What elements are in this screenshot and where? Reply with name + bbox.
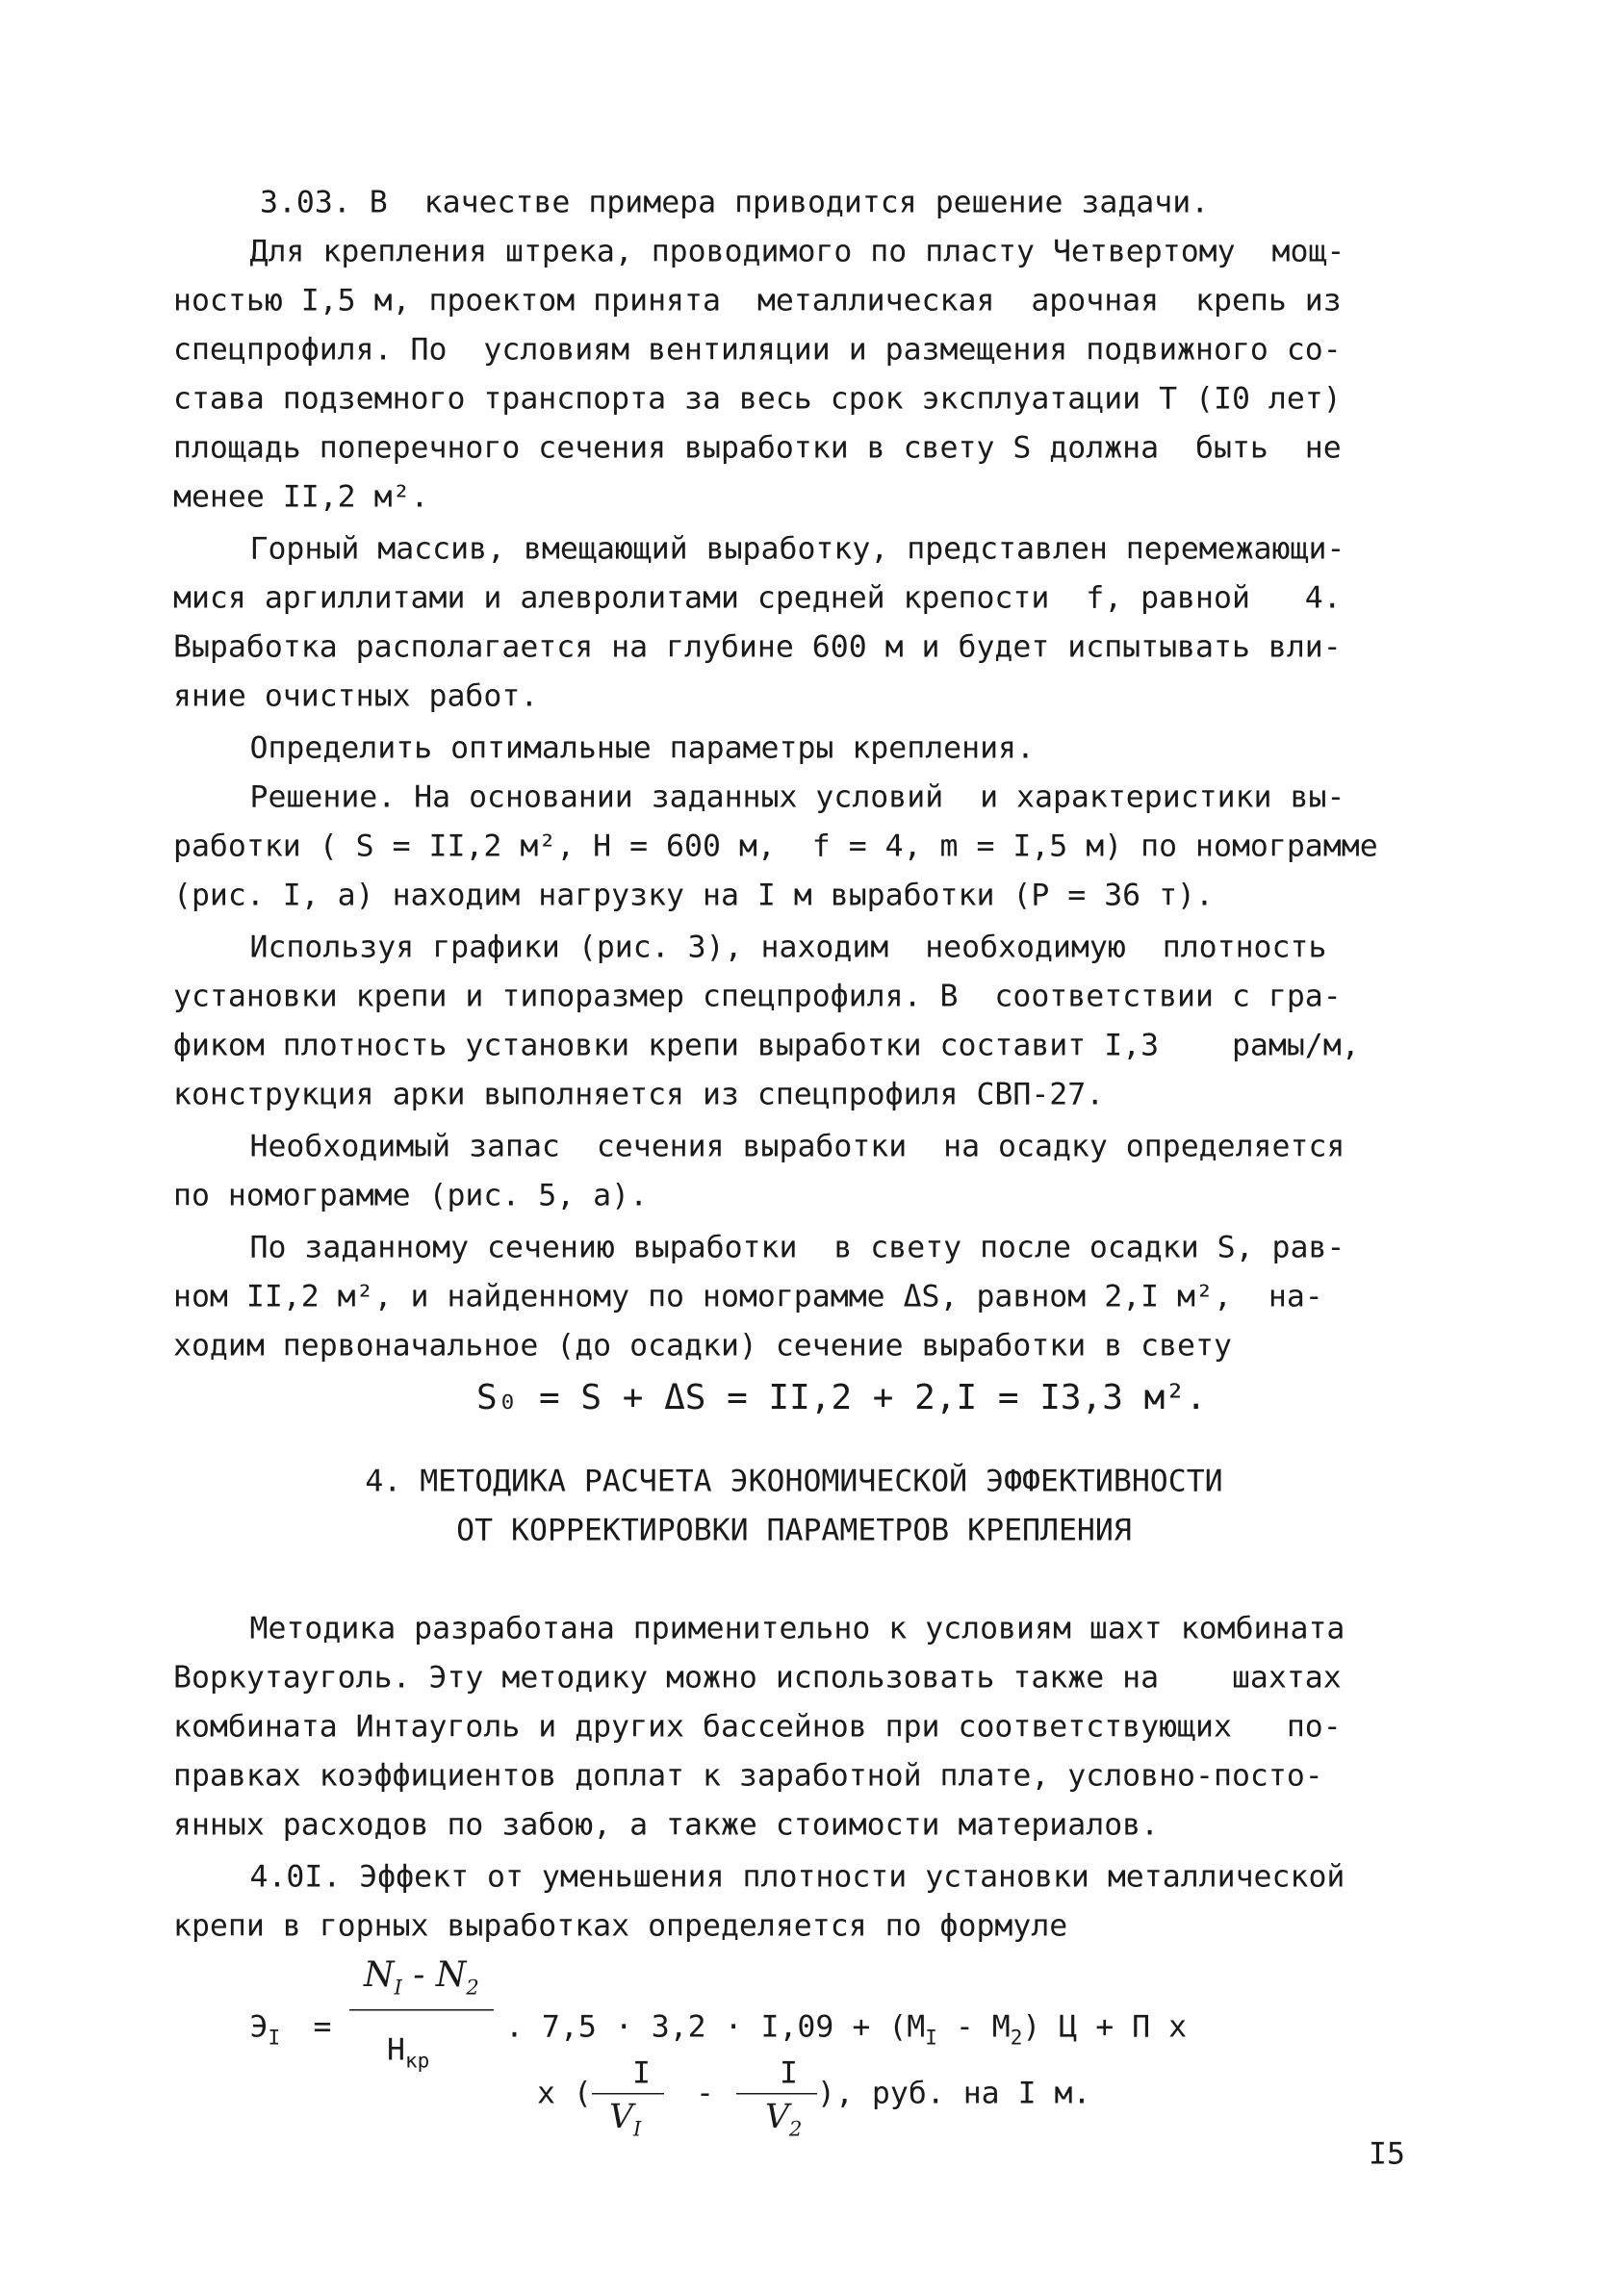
formula-rest: . $7,5 \cdot 3,2 \cdot I,09 + (M_I - M_2) Ц + П$ х (505, 2009, 1188, 2051)
fraction-minus: - (696, 2076, 714, 2110)
formula-lhs: $Э_I$ (249, 2009, 281, 2051)
fraction-bar (349, 2009, 494, 2011)
fraction2-bar (736, 2093, 817, 2095)
paragraph-line: Определить оптимальные параметры крепления. (249, 730, 1035, 765)
formula-equals: = (313, 2009, 332, 2044)
fraction1-bar (592, 2093, 664, 2095)
paragraph-line (249, 234, 1413, 268)
line-text: Для крепления штрека, проводимого по пласту Четвертому мощ- (249, 234, 1345, 268)
paragraph-line: ном II,2 м², и найденному по номограмме ΔS, равном 2,I м², на- (173, 1279, 1323, 1314)
page-number: I5 (1369, 2136, 1405, 2171)
formula-line2-suffix: ), руб. на I м. (817, 2076, 1091, 2110)
fraction-denominator: $Н_{кр}$ (387, 2032, 430, 2074)
paragraph-line: комбината Интауголь и других бассейнов при соответствующих по- (173, 1709, 1342, 1744)
paragraph-line: конструкция арки выполняется из спецпрофиля СВП-27. (173, 1077, 1105, 1111)
paragraph-line: 4.0I. Эффект от уменьшения плотности установки металлической (249, 1859, 1345, 1894)
fraction-numerator: $N_I - N_2$ (364, 1954, 479, 2001)
paragraph-line: Используя графики (рис. 3), находим необходимую плотность (249, 930, 1327, 964)
paragraph-line: по номограмме (рис. 5, а). (173, 1178, 649, 1212)
paragraph-line: работки ( S = II,2 м², Н = 600 м, f = 4, m = I,5 м) по номограмме (173, 829, 1378, 863)
paragraph-line: фиком плотность установки крепи выработки составит I,3 рамы/м, (173, 1028, 1360, 1062)
paragraph-line: яние очистных работ. (173, 678, 539, 713)
fraction2-numerator: I (780, 2055, 798, 2090)
section-heading: 4. МЕТОДИКА РАСЧЕТА ЭКОНОМИЧЕСКОЙ ЭФФЕКТИВНОСТИ (365, 1464, 1223, 1498)
paragraph-line: става подземного транспорта за весь срок эксплуатации Т (I0 лет) (173, 381, 1342, 416)
paragraph-line: ностью I,5 м, проектом принята металлическая арочная крепь из (173, 283, 1342, 318)
paragraph-line: Необходимый запас сечения выработки на осадку определяется (249, 1129, 1345, 1163)
paragraph-3-03: 3.03. В качестве примера приводится решение задачи. (260, 185, 1210, 219)
paragraph-line: Решение. На основании заданных условий и характеристики вы- (249, 779, 1345, 814)
paragraph-line: Воркутауголь. Эту методику можно использовать также на шахтах (173, 1660, 1342, 1695)
section-heading: ОТ КОРРЕКТИРОВКИ ПАРАМЕТРОВ КРЕПЛЕНИЯ (456, 1513, 1132, 1547)
paragraph-line: (рис. I, а) находим нагрузку на I м выработки (Р = 36 т). (173, 878, 1214, 912)
paragraph-line: янных расходов по забою, а также стоимости материалов. (173, 1807, 1160, 1842)
paragraph-line: площадь поперечного сечения выработки в свету S должна быть не (173, 430, 1342, 465)
formula-s0: S₀ = S + ΔS = II,2 + 2,I = I3,3 м². (476, 1377, 1207, 1417)
paragraph-line: По заданному сечению выработки в свету после осадки S, рав- (249, 1230, 1345, 1264)
fraction1-numerator: I (632, 2055, 651, 2090)
paragraph-line: установки крепи и типоразмер спецпрофиля. В соответствии с гра- (173, 979, 1342, 1013)
paragraph-line: Методика разработана применительно к условиям шахт комбината (249, 1611, 1345, 1645)
paragraph-line: Выработка располагается на глубине 600 м и будет испытывать вли- (173, 629, 1342, 664)
formula-line2-prefix: х ( (537, 2076, 592, 2110)
fraction1-denominator: $V_I$ (609, 2099, 642, 2142)
paragraph-line: менее II,2 м². (173, 479, 429, 514)
paragraph-line: правках коэффициентов доплат к заработной плате, условно-посто- (173, 1758, 1323, 1793)
paragraph-line: Горный массив, вмещающий выработку, представлен перемежающи- (249, 531, 1345, 566)
paragraph-line: ходим первоначальное (до осадки) сечение выработки в свету (173, 1328, 1232, 1363)
paragraph-line: крепи в горных выработках определяется по формуле (173, 1908, 1068, 1943)
paragraph-line: спецпрофиля. По условиям вентиляции и размещения подвижного со- (173, 332, 1342, 367)
paragraph-line: мися аргиллитами и алевролитами средней крепости f, равной 4. (173, 580, 1342, 615)
fraction2-denominator: $V_2$ (765, 2099, 803, 2142)
